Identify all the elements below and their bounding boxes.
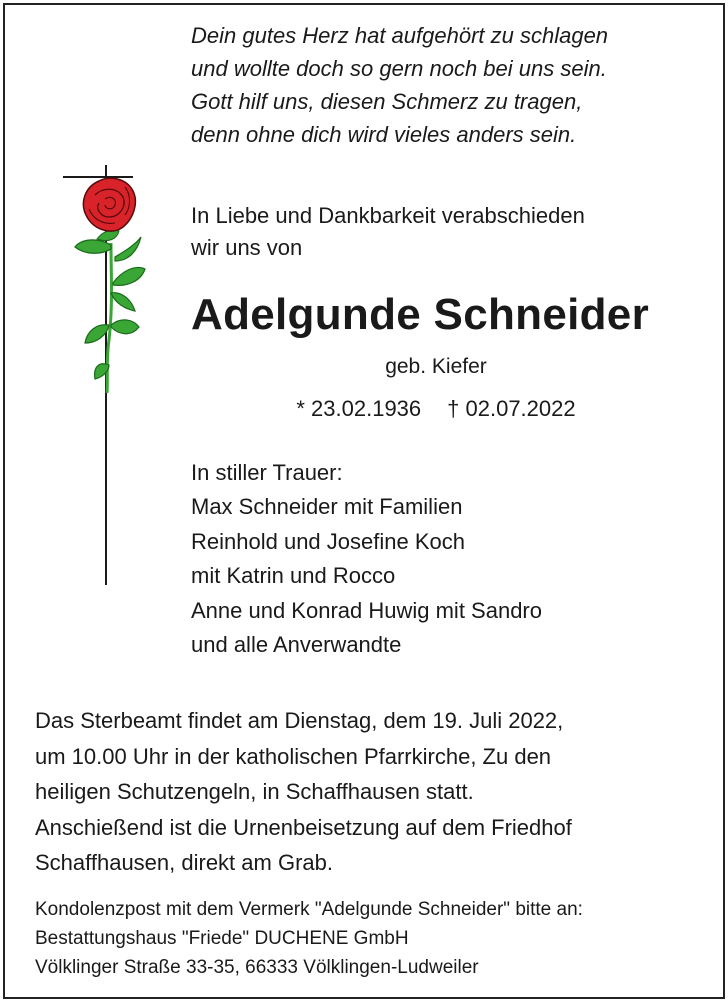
service-line: Schaffhausen, direkt am Grab. (35, 850, 333, 875)
deceased-name: Adelgunde Schneider (191, 290, 649, 339)
poem (191, 19, 608, 151)
obituary-card (3, 3, 725, 999)
cross-rose-illustration (53, 165, 163, 590)
mourners-line: In stiller Trauer: (191, 460, 343, 485)
service-line: um 10.00 Uhr in der katholischen Pfarrkirche, Zu den (35, 743, 552, 769)
condolence-line: Kondolenzpost mit dem Vermerk "Adelgunde Schneider" bitte an: (35, 899, 583, 920)
farewell-intro (191, 200, 585, 264)
service-line: heiligen Schutzengeln, in Schaffhausen statt. (35, 779, 474, 804)
birth-date: * 23.02.1936 (296, 396, 422, 421)
life-dates (191, 394, 681, 424)
intro-line: In Liebe und Dankbarkeit verabschieden (191, 203, 585, 228)
condolence-address (35, 895, 583, 982)
mourners-list (191, 456, 542, 662)
service-line: Anschießend ist die Urnenbeisetzung auf dem Friedhof (35, 814, 572, 840)
poem-line: und wollte doch so gern noch bei uns sein. (191, 56, 607, 81)
service-notice (35, 703, 572, 881)
mourners-line: Reinhold und Josefine Koch (191, 528, 465, 554)
condolence-line: Völklinger Straße 33-35, 66333 Völklingen-Ludweiler (35, 957, 479, 978)
mourners-line: Max Schneider mit Familien (191, 494, 463, 520)
poem-line: Dein gutes Herz hat aufgehört zu schlagen (191, 23, 609, 48)
poem-line: denn ohne dich wird vieles anders sein. (191, 122, 577, 147)
death-date: † 02.07.2022 (447, 396, 576, 421)
mourners-line: und alle Anverwandte (191, 631, 402, 657)
mourners-line: mit Katrin und Rocco (191, 563, 396, 589)
service-line: Das Sterbeamt findet am Dienstag, dem 19. Juli 2022, (35, 708, 564, 733)
condolence-line: Bestattungshaus "Friede" DUCHENE GmbH (35, 928, 409, 949)
rose-icon (75, 178, 145, 393)
maiden-name: geb. Kiefer (385, 355, 487, 378)
intro-line: wir uns von (191, 235, 303, 260)
poem-line: Gott hilf uns, diesen Schmerz zu tragen, (191, 89, 583, 114)
mourners-line: Anne und Konrad Huwig mit Sandro (191, 597, 542, 623)
